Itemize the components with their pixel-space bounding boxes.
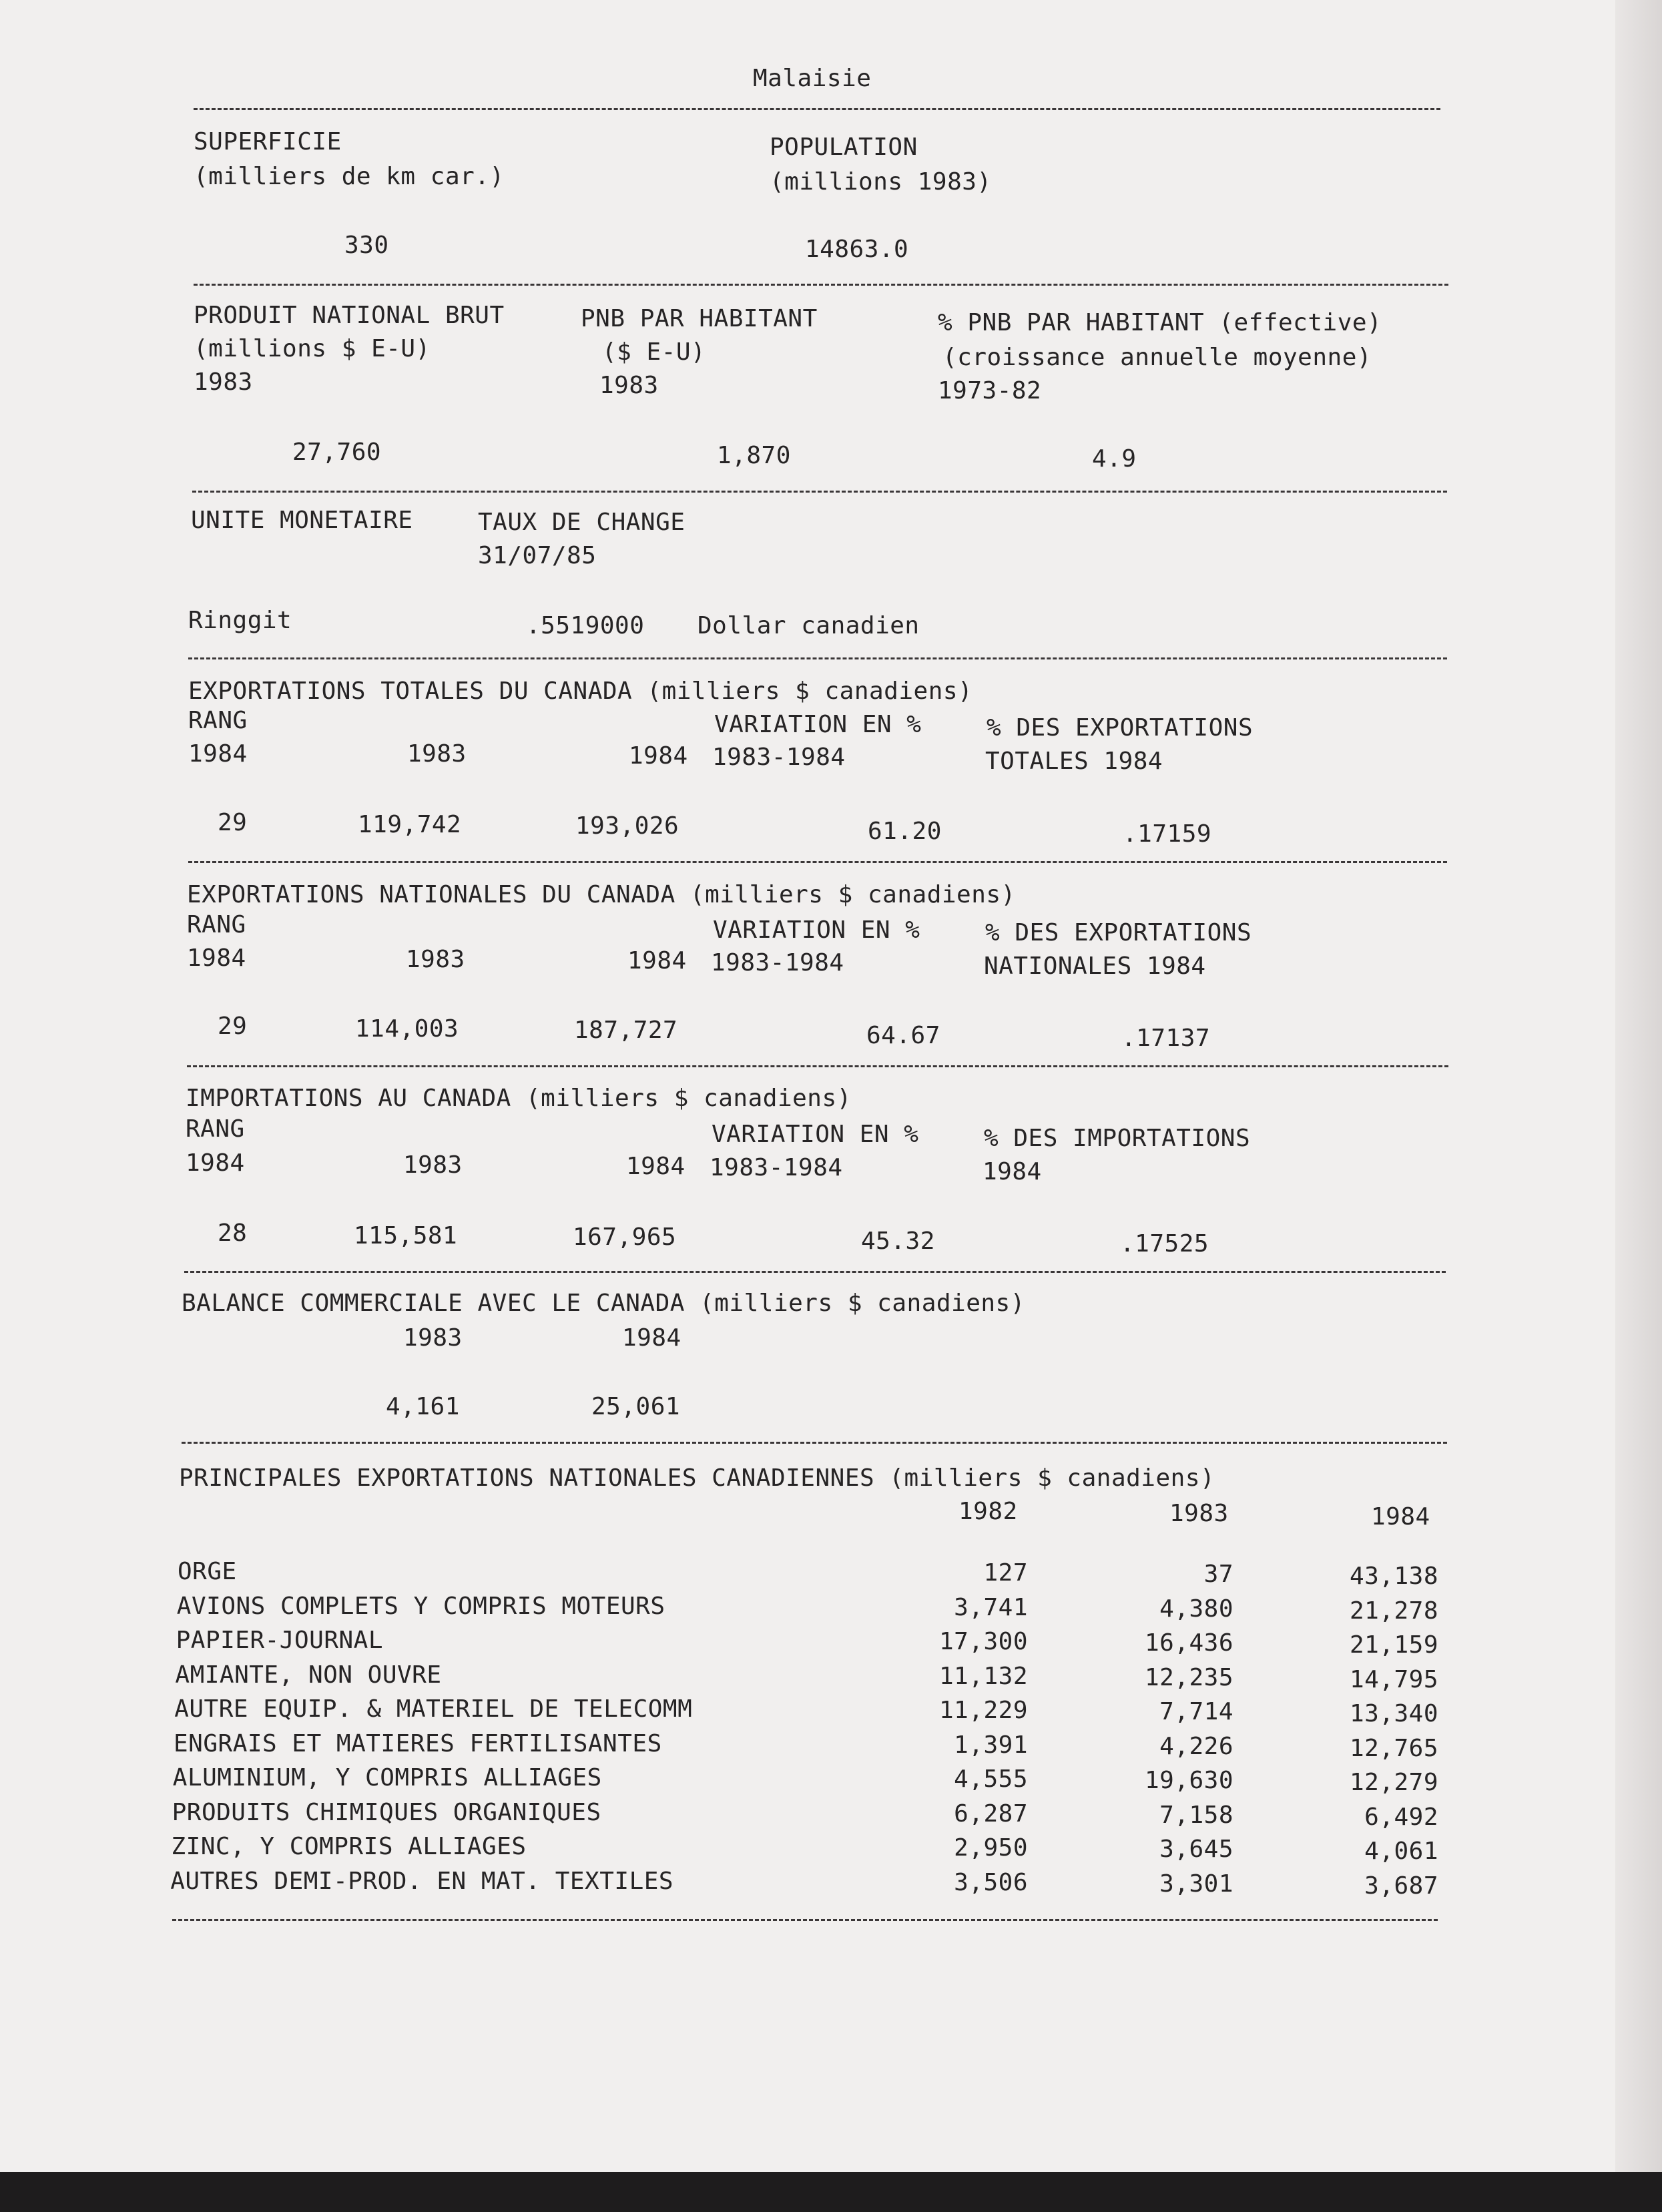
total-exports-share-label: % DES EXPORTATIONS (987, 714, 1254, 742)
gnp-per-capita-year-label: 1983 (599, 372, 659, 399)
principal-export-1984: 21,159 (1349, 1631, 1438, 1659)
principal-export-1984: 12,279 (1349, 1769, 1438, 1796)
principal-export-1983: 7,158 (1159, 1801, 1233, 1829)
divider (182, 1442, 1447, 1445)
principal-export-label: ENGRAIS ET MATIERES FERTILISANTES (174, 1729, 662, 1757)
principal-exports-year-1984: 1984 (1371, 1503, 1430, 1531)
gnp-year-label: 1983 (194, 368, 253, 396)
total-exports-variation-label: VARIATION EN % (714, 711, 922, 738)
total-exports-rank: 29 (218, 809, 248, 836)
divider (187, 1065, 1448, 1069)
divider (194, 108, 1440, 111)
scan-bottom-edge (0, 2172, 1662, 2212)
total-exports-1983: 119,742 (358, 811, 462, 838)
total-exports-1984: 193,026 (575, 812, 679, 840)
principal-export-1983: 4,380 (1159, 1595, 1233, 1623)
principal-export-1983: 37 (1203, 1561, 1233, 1588)
imports-share: .17525 (1120, 1230, 1209, 1258)
principal-export-1983: 16,436 (1144, 1629, 1233, 1657)
domestic-exports-rank-year: 1984 (187, 944, 246, 972)
population-value: 14863.0 (805, 236, 909, 263)
principal-export-1982: 17,300 (938, 1628, 1028, 1655)
page-title: Malaisie (753, 65, 872, 92)
imports-share-label: % DES IMPORTATIONS (984, 1125, 1251, 1152)
principal-export-1984: 4,061 (1364, 1838, 1438, 1865)
divider (188, 861, 1447, 864)
principal-export-1983: 3,301 (1159, 1870, 1233, 1898)
principal-export-label: AMIANTE, NON OUVRE (175, 1661, 442, 1689)
principal-export-1982: 2,950 (954, 1834, 1028, 1862)
principal-export-1982: 11,229 (938, 1697, 1028, 1724)
domestic-exports-share: .17137 (1121, 1025, 1211, 1052)
principal-export-1982: 6,287 (954, 1800, 1028, 1828)
principal-export-1983: 19,630 (1144, 1767, 1233, 1794)
imports-variation-period: 1983-1984 (710, 1154, 843, 1181)
domestic-exports-title: EXPORTATIONS NATIONALES DU CANADA (milliers $ canadiens) (187, 881, 1016, 908)
imports-rank: 28 (218, 1219, 248, 1247)
domestic-exports-rank: 29 (218, 1013, 248, 1040)
gnp-per-capita-label: PNB PAR HABITANT (581, 305, 818, 332)
imports-title: IMPORTATIONS AU CANADA (milliers $ canadiens) (186, 1085, 852, 1112)
gnp-growth-label: % PNB PAR HABITANT (effective) (938, 309, 1382, 336)
gnp-per-capita-unit-label: ($ E-U) (602, 338, 706, 366)
domestic-exports-1984: 187,727 (574, 1017, 678, 1044)
divider (184, 1271, 1446, 1274)
principal-export-label: PAPIER-JOURNAL (176, 1627, 384, 1654)
domestic-exports-year2: 1984 (627, 947, 687, 975)
principal-export-1982: 11,132 (938, 1662, 1028, 1690)
principal-export-1982: 3,741 (954, 1593, 1028, 1621)
total-exports-variation-period: 1983-1984 (712, 744, 846, 771)
imports-1984: 167,965 (573, 1223, 677, 1251)
divider (192, 491, 1447, 494)
gnp-per-capita-value: 1,870 (717, 442, 791, 469)
principal-export-1983: 12,235 (1144, 1663, 1233, 1691)
gnp-unit-label: (millions $ E-U) (194, 335, 431, 362)
balance-year2: 1984 (622, 1324, 681, 1352)
exchange-rate-unit: Dollar canadien (698, 612, 920, 639)
exchange-rate-date: 31/07/85 (478, 542, 597, 569)
principal-export-1984: 12,765 (1349, 1734, 1438, 1762)
principal-exports-title: PRINCIPALES EXPORTATIONS NATIONALES CANADIENNES (milliers $ canadiens) (179, 1464, 1215, 1492)
principal-export-1984: 6,492 (1364, 1803, 1438, 1831)
population-unit-label: (millions 1983) (770, 168, 992, 196)
area-label: SUPERFICIE (194, 128, 342, 156)
page-spine-shadow (1615, 0, 1662, 2212)
gnp-growth-period-label: 1973-82 (938, 377, 1042, 404)
area-value: 330 (344, 232, 389, 259)
principal-export-label: ZINC, Y COMPRIS ALLIAGES (171, 1833, 527, 1860)
imports-1983: 115,581 (354, 1222, 458, 1250)
principal-export-label: AVIONS COMPLETS Y COMPRIS MOTEURS (176, 1592, 665, 1620)
divider (188, 657, 1447, 661)
exchange-rate-value: .5519000 (526, 612, 645, 639)
principal-export-1982: 3,506 (954, 1868, 1028, 1896)
domestic-exports-share-period: NATIONALES 1984 (984, 952, 1206, 980)
imports-year1: 1983 (403, 1151, 463, 1179)
imports-year2: 1984 (626, 1153, 685, 1180)
principal-export-1984: 3,687 (1364, 1872, 1438, 1900)
gnp-growth-value: 4.9 (1092, 445, 1137, 473)
principal-export-1984: 14,795 (1349, 1665, 1438, 1693)
imports-rank-label: RANG (186, 1115, 245, 1143)
total-exports-variation: 61.20 (868, 818, 942, 845)
principal-exports-year-1982: 1982 (958, 1498, 1018, 1525)
principal-export-label: ALUMINIUM, Y COMPRIS ALLIAGES (172, 1764, 602, 1791)
balance-1984: 25,061 (591, 1393, 681, 1420)
principal-exports-year-1983: 1983 (1169, 1500, 1229, 1527)
domestic-exports-year1: 1983 (406, 946, 465, 973)
principal-export-1982: 127 (983, 1559, 1028, 1587)
total-exports-share-period: TOTALES 1984 (985, 748, 1163, 775)
gnp-value: 27,760 (292, 439, 382, 466)
divider (172, 1919, 1438, 1922)
balance-title: BALANCE COMMERCIALE AVEC LE CANADA (milliers $ canadiens) (182, 1290, 1025, 1317)
imports-rank-year: 1984 (186, 1149, 245, 1177)
principal-export-1983: 4,226 (1159, 1732, 1233, 1760)
domestic-exports-variation-period: 1983-1984 (711, 949, 844, 977)
domestic-exports-share-label: % DES EXPORTATIONS (985, 919, 1252, 946)
divider (194, 284, 1448, 287)
domestic-exports-variation: 64.67 (866, 1022, 940, 1049)
currency-label: UNITE MONETAIRE (191, 507, 413, 534)
currency-name: Ringgit (188, 607, 292, 634)
domestic-exports-variation-label: VARIATION EN % (713, 916, 920, 944)
domestic-exports-rank-label: RANG (187, 911, 246, 938)
principal-export-label: AUTRE EQUIP. & MATERIEL DE TELECOMM (174, 1695, 693, 1723)
gnp-growth-unit-label: (croissance annuelle moyenne) (942, 344, 1372, 371)
principal-export-1984: 13,340 (1349, 1700, 1438, 1727)
population-label: POPULATION (770, 133, 918, 161)
imports-variation: 45.32 (861, 1227, 935, 1255)
total-exports-rank-year: 1984 (188, 740, 248, 768)
domestic-exports-1983: 114,003 (355, 1015, 459, 1043)
total-exports-year2: 1984 (629, 742, 688, 770)
gnp-label: PRODUIT NATIONAL BRUT (194, 302, 505, 329)
principal-export-1983: 3,645 (1159, 1836, 1233, 1863)
principal-export-1984: 43,138 (1349, 1563, 1438, 1590)
balance-year1: 1983 (403, 1324, 463, 1352)
principal-export-1984: 21,278 (1349, 1597, 1438, 1625)
exchange-rate-label: TAUX DE CHANGE (478, 509, 685, 536)
total-exports-year1: 1983 (407, 740, 467, 768)
imports-variation-label: VARIATION EN % (712, 1121, 919, 1148)
principal-export-1983: 7,714 (1159, 1698, 1233, 1725)
principal-export-label: PRODUITS CHIMIQUES ORGANIQUES (172, 1798, 601, 1826)
imports-share-period: 1984 (983, 1158, 1042, 1185)
principal-export-1982: 4,555 (954, 1765, 1028, 1793)
principal-export-label: AUTRES DEMI-PROD. EN MAT. TEXTILES (170, 1867, 674, 1895)
total-exports-rank-label: RANG (188, 707, 248, 734)
balance-1983: 4,161 (386, 1393, 460, 1420)
total-exports-title: EXPORTATIONS TOTALES DU CANADA (milliers $ canadiens) (188, 677, 973, 705)
principal-export-1982: 1,391 (954, 1731, 1028, 1759)
principal-export-label: ORGE (178, 1558, 237, 1585)
area-unit-label: (milliers de km car.) (194, 163, 505, 190)
total-exports-share: .17159 (1123, 820, 1212, 848)
